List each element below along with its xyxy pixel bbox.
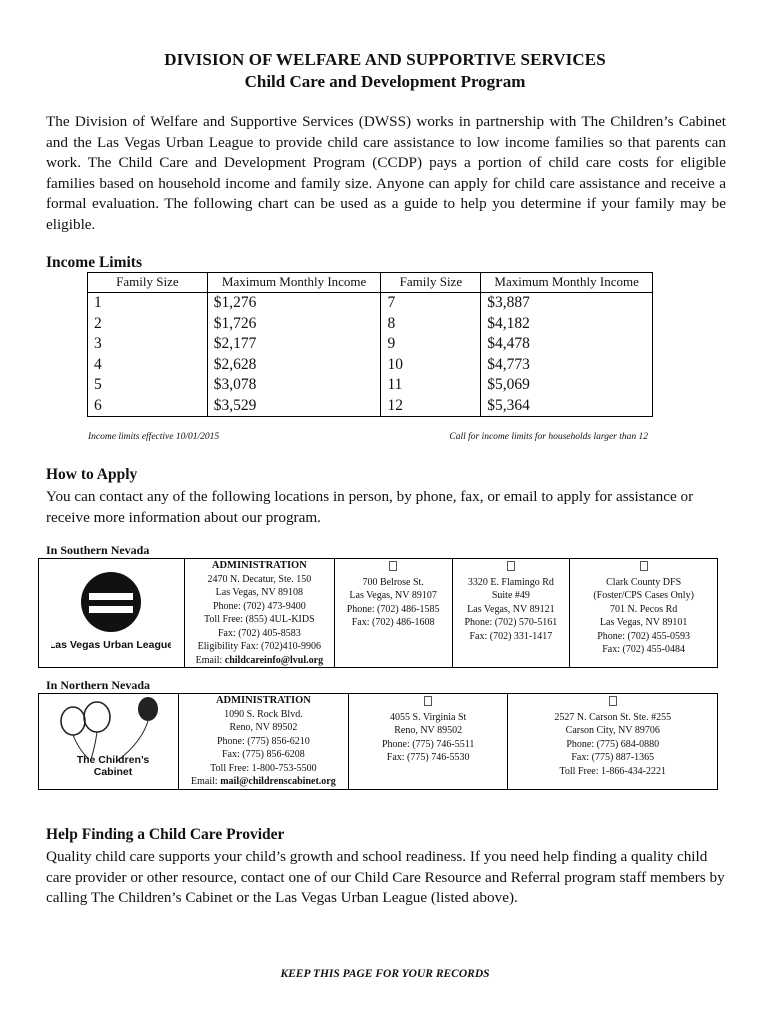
income-effective-note: Income limits effective 10/01/2015	[88, 432, 220, 442]
family-size-cell: 12	[381, 396, 481, 417]
office-cell	[452, 559, 570, 668]
placeholder-box-icon	[424, 696, 432, 706]
admin-toll-free: Toll Free: (855) 4UL-KIDS	[204, 614, 315, 625]
office-line: Las Vegas, NV 89121	[467, 603, 555, 615]
childrens-cabinet-logo-text: The Children’s	[77, 754, 150, 766]
income-cell: $4,773	[481, 355, 653, 376]
lvul-logo-text: Las Vegas Urban League	[51, 638, 172, 651]
office-line: Fax: (702) 331-1417	[469, 630, 553, 642]
office-line: Fax: (775) 887-1365	[571, 752, 655, 763]
office-cell	[508, 694, 718, 790]
family-size-cell: 3	[88, 334, 208, 355]
income-cell: $5,364	[481, 396, 653, 417]
office-line: Suite #49	[491, 590, 530, 601]
office-line: 700 Belrose St.	[362, 576, 424, 588]
family-size-cell: 10	[381, 355, 481, 376]
office-line: Phone: (702) 486-1585	[346, 603, 440, 615]
family-size-cell: 7	[381, 293, 481, 314]
table-row	[88, 314, 653, 335]
office-line: Phone: (702) 570-5161	[464, 617, 558, 628]
childrens-cabinet-logo-text: Cabinet	[94, 766, 133, 778]
family-size-cell: 4	[88, 355, 208, 376]
placeholder-box-icon	[640, 561, 648, 571]
table-row	[88, 396, 653, 417]
income-limits-table	[87, 272, 653, 417]
family-size-cell: 9	[381, 334, 481, 355]
family-size-cell: 8	[381, 314, 481, 335]
email-link[interactable]: mail@childrenscabinet.org	[220, 776, 336, 787]
lvul-logo	[39, 559, 185, 668]
income-cell: $3,529	[207, 396, 381, 417]
income-cell: $3,078	[207, 375, 381, 396]
col-family-size: Family Size	[381, 273, 481, 293]
office-line: Las Vegas, NV 89107	[349, 590, 437, 601]
office-line: 3320 E. Flamingo Rd	[467, 576, 554, 588]
income-limits-heading: Income Limits	[46, 254, 143, 271]
intro-paragraph: The Division of Welfare and Supportive Services (DWSS) works in partnership with The Children’s Cabinet and the Las Vegas Urban League to provide child care assistance to low income families so that parents can work. The Child Care and Development Program (CCDP) pays a portion of child care costs for eligible families based on household income and family size. Anyone can apply for child care assistance and receive a formal evaluation. The following chart can be used as a guide to help you determine if your family may be eligible.	[46, 113, 726, 233]
office-line: 2527 N. Carson St. Ste. #255	[554, 711, 672, 723]
office-line: Fax: (702) 455-0484	[602, 644, 686, 655]
office-line: Carson City, NV 89706	[565, 725, 660, 736]
office-line: Toll Free: 1-866-434-2221	[559, 765, 666, 777]
larger-household-note: Call for income limits for households larger than 12	[449, 432, 648, 442]
income-cell: $5,069	[481, 375, 653, 396]
admin-toll-free: Toll Free: 1-800-753-5500	[210, 762, 317, 774]
admin-email: Email: childcareinfo@lvul.org	[195, 654, 324, 666]
family-size-cell: 1	[88, 293, 208, 314]
table-row	[88, 375, 653, 396]
office-cell	[334, 559, 452, 668]
help-finding-provider-text: Quality child care supports your child’s growth and school readiness. If you need help finding a quality child care provider or other resource, contact one of our Child Care Resource and Referral program staff members by calling The Children’s Cabinet or the Las Vegas Urban League (listed above).	[46, 848, 725, 907]
table-row	[88, 334, 653, 355]
income-cell: $2,628	[207, 355, 381, 376]
page-subtitle: Child Care and Development Program	[244, 72, 526, 91]
office-line: Reno, NV 89502	[394, 725, 463, 736]
admin-address: 2470 N. Decatur, Ste. 150	[207, 573, 312, 585]
office-line: Phone: (702) 455-0593	[597, 630, 691, 642]
office-line: (Foster/CPS Cases Only)	[593, 590, 694, 601]
income-cell: $2,177	[207, 334, 381, 355]
office-cell	[570, 559, 718, 668]
office-line: Phone: (775) 684-0880	[566, 738, 660, 750]
income-cell: $3,887	[481, 293, 653, 314]
childrens-cabinet-admin-cell	[178, 694, 348, 790]
income-cell: $1,726	[207, 314, 381, 335]
northern-locations-table	[38, 693, 718, 790]
family-size-cell: 2	[88, 314, 208, 335]
southern-nevada-label: In Southern Nevada	[46, 543, 150, 557]
admin-city: Reno, NV 89502	[229, 722, 298, 733]
table-row	[88, 355, 653, 376]
admin-city: Las Vegas, NV 89108	[215, 587, 304, 598]
table-row	[88, 293, 653, 314]
admin-phone: Phone: (775) 856-6210	[217, 735, 310, 747]
admin-fax: Fax: (702) 405-8583	[217, 627, 301, 639]
lvul-admin-cell	[184, 559, 334, 668]
family-size-cell: 5	[88, 375, 208, 396]
office-line: 701 N. Pecos Rd	[610, 603, 678, 615]
col-family-size: Family Size	[88, 273, 208, 293]
how-to-apply-text: You can contact any of the following locations in person, by phone, fax, or email to apply for assistance or receive more information about our program.	[46, 488, 694, 526]
office-cell	[348, 694, 508, 790]
office-line: Clark County DFS	[606, 576, 682, 588]
admin-email: Email: mail@childrenscabinet.org	[191, 776, 336, 787]
family-size-cell: 6	[88, 396, 208, 417]
office-line: 4055 S. Virginia St	[390, 711, 467, 723]
admin-heading: ADMINISTRATION	[211, 560, 307, 571]
family-size-cell: 11	[381, 375, 481, 396]
admin-eligibility-fax: Eligibility Fax: (702)410-9906	[197, 641, 321, 652]
admin-heading: ADMINISTRATION	[215, 695, 311, 706]
office-line: Las Vegas, NV 89101	[599, 617, 688, 628]
keep-records-footer: KEEP THIS PAGE FOR YOUR RECORDS	[280, 968, 490, 980]
col-max-income: Maximum Monthly Income	[481, 273, 653, 293]
northern-nevada-label: In Northern Nevada	[46, 678, 150, 692]
col-max-income: Maximum Monthly Income	[207, 273, 381, 293]
placeholder-box-icon	[609, 696, 617, 706]
office-line: Fax: (775) 746-5530	[386, 752, 470, 763]
income-cell: $4,478	[481, 334, 653, 355]
office-line: Fax: (702) 486-1608	[351, 617, 435, 628]
childrens-cabinet-logo	[39, 694, 179, 790]
office-line: Phone: (775) 746-5511	[381, 738, 475, 750]
help-finding-provider-heading: Help Finding a Child Care Provider	[46, 826, 285, 843]
page-title: DIVISION OF WELFARE AND SUPPORTIVE SERVICES	[164, 50, 606, 69]
email-link[interactable]: childcareinfo@lvul.org	[224, 654, 324, 666]
lvul-logo-icon	[51, 568, 171, 654]
admin-address: 1090 S. Rock Blvd.	[224, 708, 303, 720]
how-to-apply-heading: How to Apply	[46, 466, 138, 483]
balloons-logo-icon	[45, 695, 171, 783]
income-cell: $4,182	[481, 314, 653, 335]
placeholder-box-icon	[507, 561, 515, 571]
admin-phone: Phone: (702) 473-9400	[212, 600, 306, 612]
admin-fax: Fax: (775) 856-6208	[222, 749, 305, 760]
placeholder-box-icon	[389, 561, 397, 571]
income-cell: $1,276	[207, 293, 381, 314]
southern-locations-table	[38, 558, 718, 668]
